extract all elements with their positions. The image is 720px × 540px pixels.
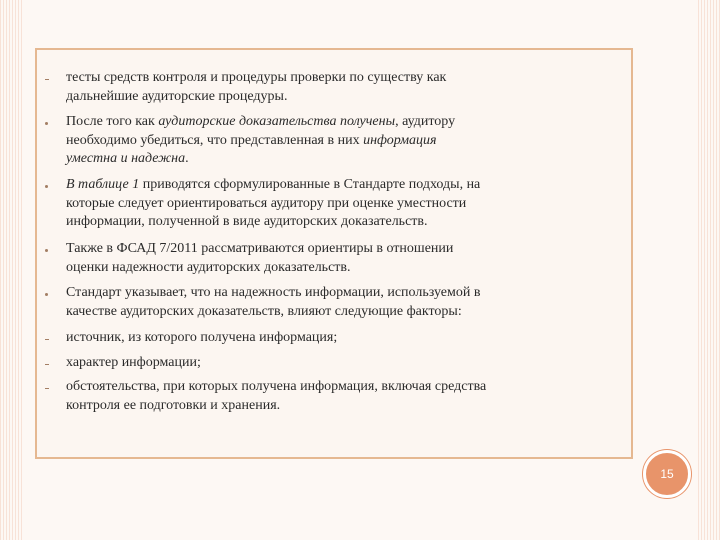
bullet-marker <box>45 339 49 340</box>
page-number-badge <box>643 450 691 498</box>
bullet-text <box>66 329 614 348</box>
bullet-marker <box>45 364 49 365</box>
text-segment: приводятся сформулированные в Стандарте подходы, на которые следует ориентироваться аудитору при оценке уместности информации, полученной в виде аудиторских доказательств. <box>66 177 481 229</box>
text-segment: тесты средств контроля и процедуры проверки по существу как дальнейшие аудиторские процедуры. <box>66 70 447 104</box>
bullet-marker <box>45 185 48 188</box>
bullet-text <box>66 176 614 232</box>
text-segment: После того как <box>66 114 159 129</box>
text-segment: характер информации; <box>66 355 201 370</box>
bullet-marker <box>45 249 48 252</box>
text-segment: обстоятельства, при которых получена информация, включая средства контроля ее подготовки и хранения. <box>66 379 487 413</box>
bullet-text <box>66 69 614 106</box>
bullet-marker <box>45 388 49 389</box>
bullet-text <box>66 113 614 169</box>
bullet-text <box>66 240 614 277</box>
content-box <box>35 48 633 459</box>
page-number: 15 <box>660 467 674 481</box>
text-segment: источник, из которого получена информация; <box>66 330 338 345</box>
text-segment: Стандарт указывает, что на надежность информации, используемой в качестве аудиторских доказательств, влияют следующие факторы: <box>66 285 481 319</box>
bullet-text <box>66 354 614 373</box>
text-segment: , аудитору необходимо убедиться, что представленная в них <box>66 114 456 148</box>
bullet-marker <box>45 122 48 125</box>
italic-text-segment: В таблице 1 <box>66 177 140 192</box>
italic-text-segment: информация уместна и надежна <box>66 132 437 166</box>
bullet-marker <box>45 79 49 80</box>
text-segment: . <box>185 151 189 166</box>
right-decorative-stripes <box>698 0 720 540</box>
text-segment: Также в ФСАД 7/2011 рассматриваются ориентиры в отношении оценки надежности аудиторских доказательств. <box>66 241 454 275</box>
left-decorative-stripes <box>0 0 22 540</box>
bullet-marker <box>45 293 48 296</box>
italic-text-segment: аудиторские доказательства получены <box>158 114 396 129</box>
bullet-text <box>66 284 614 321</box>
bullet-text <box>66 378 614 415</box>
